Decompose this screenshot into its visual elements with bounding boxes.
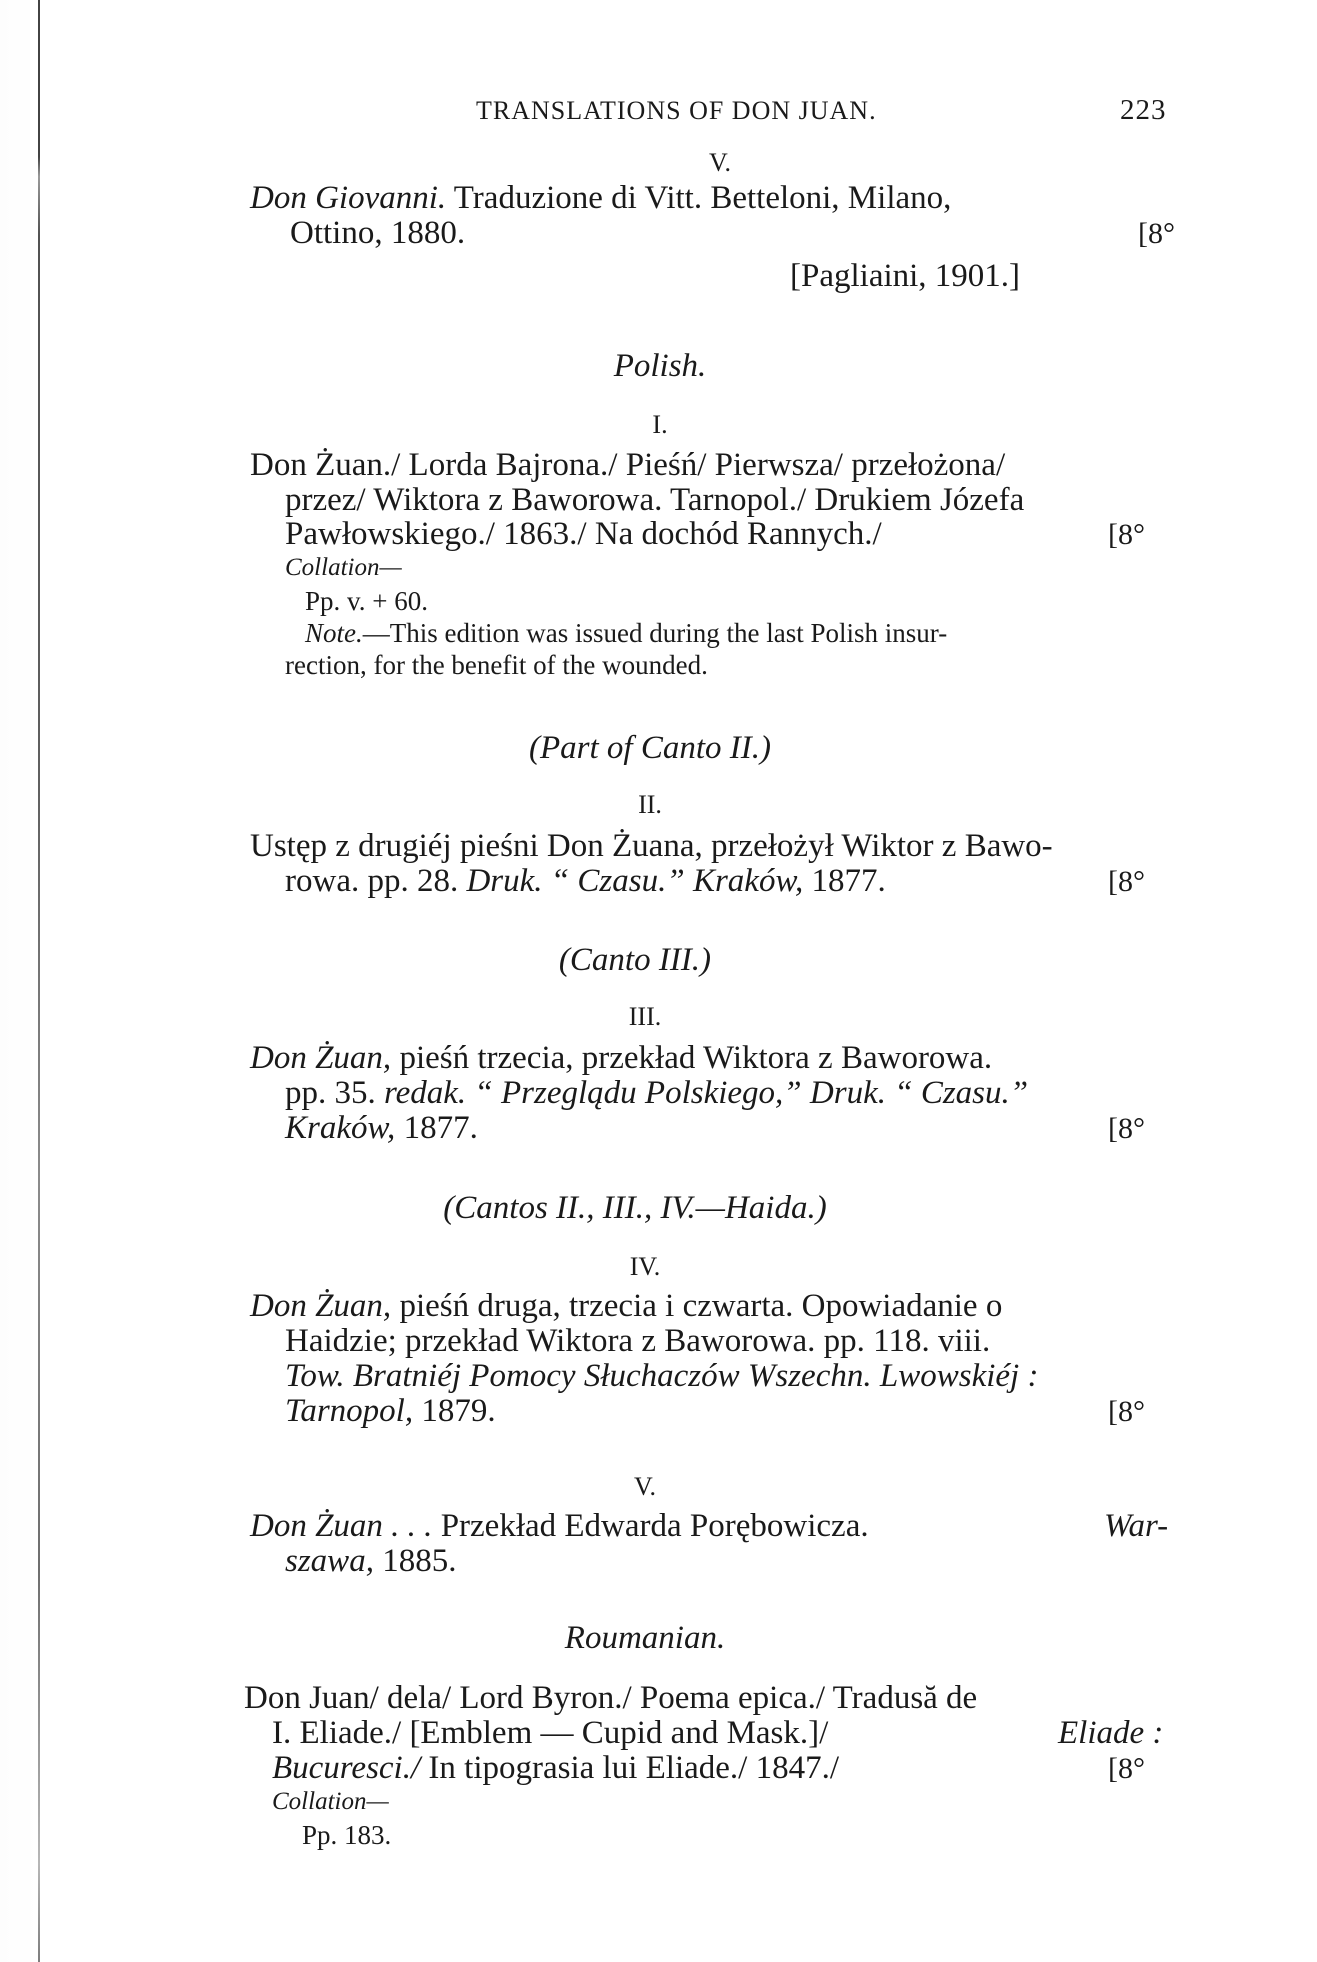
entry-line: szawa, 1885. bbox=[285, 1543, 457, 1579]
entry-line: Ustęp z drugiéj pieśni Don Żuana, przełożył Wiktor z Bawo- bbox=[250, 828, 1053, 864]
format-mark: [8° bbox=[1108, 865, 1145, 898]
entry-line: Pawłowskiego./ 1863./ Na dochód Rannych./ bbox=[285, 516, 882, 552]
section-numeral: II. bbox=[638, 790, 662, 819]
entry-line: pp. 35. redak. “ Przeglądu Polskiego,” Druk. “ Czasu.” bbox=[285, 1075, 1029, 1111]
entry-line: przez/ Wiktora z Baworowa. Tarnopol./ Drukiem Józefa bbox=[285, 482, 1025, 518]
section-numeral: IV. bbox=[629, 1252, 661, 1281]
part-label: (Canto III.) bbox=[558, 942, 712, 978]
section-numeral: III. bbox=[628, 1002, 662, 1031]
entry-line: Haidzie; przekład Wiktora z Baworowa. pp. 118. viii. bbox=[285, 1323, 991, 1359]
collation-text: Pp. 183. bbox=[302, 1820, 392, 1850]
entry-line: Bucuresci./ In tipograsia lui Eliade./ 1847./ bbox=[272, 1750, 839, 1786]
entry-line-end: War- bbox=[1104, 1508, 1169, 1544]
section-numeral: V. bbox=[709, 148, 731, 177]
collation-text: Pp. v. + 60. bbox=[305, 586, 428, 616]
entry-line: Tarnopol, 1879. bbox=[285, 1393, 496, 1429]
format-mark: [8° bbox=[1108, 1752, 1145, 1785]
note-line: Note.—This edition was issued during the last Polish insur- bbox=[305, 618, 948, 648]
section-numeral: V. bbox=[634, 1472, 656, 1501]
part-label: (Cantos II., III., IV.—Haida.) bbox=[443, 1190, 827, 1226]
entry-line: I. Eliade./ [Emblem — Cupid and Mask.]/ bbox=[272, 1715, 829, 1751]
format-mark: [8° bbox=[1108, 1395, 1145, 1428]
entry-title: Don Giovanni. bbox=[250, 180, 447, 216]
format-mark: [8° bbox=[1108, 1112, 1145, 1145]
entry-line: rowa. pp. 28. Druk. “ Czasu.” Kraków, 1877. bbox=[285, 863, 886, 899]
entry-line: Kraków, 1877. bbox=[285, 1110, 478, 1146]
entry-line-end: Eliade : bbox=[1058, 1715, 1164, 1751]
format-mark: [8° bbox=[1138, 217, 1175, 250]
running-title: TRANSLATIONS OF DON JUAN. bbox=[476, 96, 877, 125]
entry-line: Don Juan/ dela/ Lord Byron./ Poema epica./ Tradusă de bbox=[244, 1680, 978, 1716]
entry-line: Don Żuan./ Lorda Bajrona./ Pieśń/ Pierwsza/ przełożona/ bbox=[250, 447, 1006, 483]
page-number: 223 bbox=[1120, 94, 1167, 126]
note-label: Note. bbox=[305, 618, 363, 648]
entry-line: Ottino, 1880. bbox=[290, 215, 466, 251]
section-numeral: I. bbox=[652, 410, 668, 439]
entry-text: Traduzione di Vitt. Betteloni, Milano, bbox=[446, 180, 952, 216]
entry-line bbox=[250, 180, 951, 217]
language-heading: Polish. bbox=[613, 348, 707, 384]
part-label: (Part of Canto II.) bbox=[529, 730, 771, 766]
entry-line: Don Żuan . . . Przekład Edwarda Porębowicza. bbox=[250, 1508, 869, 1544]
note-line: rection, for the benefit of the wounded. bbox=[285, 650, 708, 680]
entry-line: Don Żuan, pieśń druga, trzecia i czwarta. Opowiadanie o bbox=[250, 1288, 1003, 1324]
collation-label: Collation— bbox=[285, 554, 402, 581]
collation-label: Collation— bbox=[272, 1788, 389, 1815]
entry-line: Tow. Bratniéj Pomocy Słuchaczów Wszechn. Lwowskiéj : bbox=[285, 1358, 1039, 1394]
binding-edge-line bbox=[38, 0, 40, 1962]
bibliographic-note: [Pagliaini, 1901.] bbox=[790, 258, 1021, 294]
format-mark: [8° bbox=[1108, 518, 1145, 551]
page-edge-shadow bbox=[0, 0, 70, 1962]
running-header bbox=[250, 90, 1190, 130]
language-heading: Roumanian. bbox=[564, 1620, 726, 1656]
entry-line: Don Żuan, pieśń trzecia, przekład Wiktora z Baworowa. bbox=[250, 1040, 993, 1076]
